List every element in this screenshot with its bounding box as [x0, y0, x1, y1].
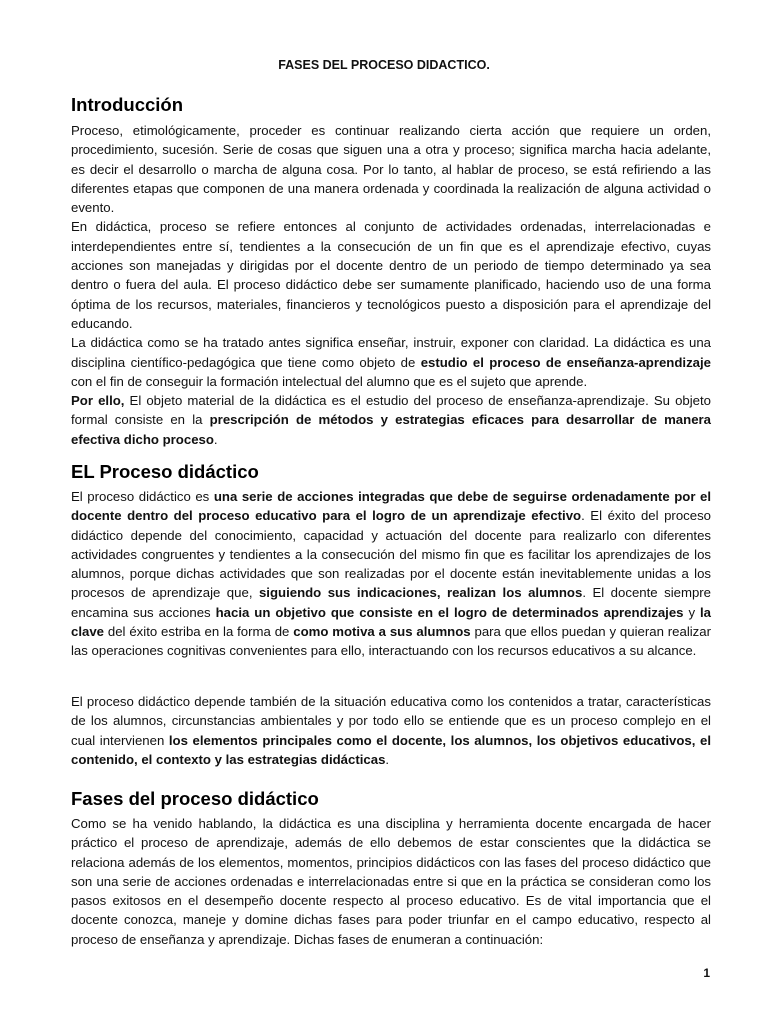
- text-run: Proceso, etimológicamente, proceder es continuar realizando cierta acción que requiere un orden, procedimiento, sucesión. Serie de cosas que siguen una a otra y proceso; significa marcha hacia adelante, es decir el desarrollo o marcha de alguna cosa. Por lo tanto, al hablar de proceso, se está refiriendo a las diferentes etapas que componen de una manera ordenada y coordinada la realización de alguna actividad o evento.: [71, 123, 711, 216]
- text-run: del éxito estriba en la forma de: [104, 624, 294, 640]
- section-heading-fases: Fases del proceso didáctico: [71, 788, 319, 809]
- paragraph: [71, 121, 711, 217]
- bold-text-run: siguiendo sus indicaciones, realizan los alumnos: [258, 585, 583, 601]
- section-body-proceso-didactico: [71, 487, 711, 661]
- text-run: El objeto material de la didáctica es el estudio del proceso de enseñanza-aprendizaje. Su objeto formal consiste en la: [71, 393, 711, 428]
- text-run: .: [385, 751, 390, 767]
- document-title: FASES DEL PROCESO DIDACTICO.: [278, 58, 490, 72]
- section-heading-introduccion: Introducción: [71, 94, 184, 115]
- bold-text-run: los elementos principales como el docente, los alumnos, los objetivos educativos, el contenido, el contexto y las estrategias didácticas: [71, 732, 711, 767]
- bold-text-run: estudio el proceso de enseñanza-aprendizaje: [420, 354, 711, 370]
- section-heading-proceso-didactico: EL Proceso didáctico: [71, 461, 259, 482]
- bold-text-run: hacia un objetivo que consiste en el logro de determinados aprendizajes: [215, 604, 684, 620]
- bold-text-run: Por ello,: [71, 393, 125, 409]
- bold-text-run: prescripción de métodos y estrategias eficaces para desarrollar de manera efectiva dicho proceso: [71, 412, 711, 447]
- paragraph: [71, 814, 711, 949]
- section-body-fases: [71, 814, 711, 949]
- paragraph: [71, 391, 711, 449]
- bold-text-run: como motiva a sus alumnos: [293, 624, 471, 640]
- bold-text-run: una serie de acciones integradas que debe de seguirse ordenadamente por el docente dentro del proceso educativo para el logro de un aprendizaje efectivo: [71, 489, 712, 524]
- section-body-introduccion: [71, 121, 711, 449]
- paragraph: [71, 692, 711, 769]
- text-run: La didáctica como se ha tratado antes significa enseñar, instruir, exponer con claridad. La didáctica es una disciplina científico-pedagógica que tiene como objeto de: [71, 335, 711, 370]
- text-run: Como se ha venido hablando, la didáctica es una disciplina y herramienta docente encargada de hacer práctico el proceso de aprendizaje, además de ello debemos de estar conscientes que la didáctica se relaciona además de los elementos, momentos, principios didácticos con las fases del proceso didáctico que son una serie de acciones ordenadas e interrelacionadas entre si que en la práctica se consideran como los pasos exitosos en el desempeño docente respecto al proceso educativo. Es de vital importancia que el docente conozca, maneje y domine dichas fases para poder triunfar en el campo educativo, respecto al proceso de enseñanza y aprendizaje. Dichas fases de enumeran a continuación:: [71, 816, 711, 947]
- text-run: y: [683, 604, 700, 620]
- text-run: En didáctica, proceso se refiere entonces al conjunto de actividades ordenadas, interrelacionadas e interdependientes entre sí, tendientes a la consecución de un fin que es el aprendizaje efectivo, cuyas acciones son manejadas y dirigidas por el docente dentro de un periodo de tiempo determinado ya sea dentro o fuera del aula. El proceso didáctico debe ser sumamente planificado, haciendo uso de una forma óptima de los recursos, materiales, financieros y tecnológicos puesto a disposición para el aprendizaje del educando.: [71, 219, 711, 331]
- text-run: El proceso didáctico es: [71, 489, 214, 504]
- paragraph: [71, 487, 711, 661]
- text-run: .: [213, 431, 218, 447]
- paragraph: [71, 333, 711, 391]
- text-run: con el fin de conseguir la formación intelectual del alumno que es el sujeto que aprende.: [71, 373, 588, 389]
- text-run: . El docente siempre encamina sus acciones: [71, 585, 711, 620]
- paragraph: [71, 217, 711, 333]
- text-run: . El éxito del proceso didáctico depende del conocimiento, capacidad y actuación del docente para realizarlo con diferentes actividades congruentes y tendientes a la consecución del mismo fin que es facilitar los aprendizajes de los alumnos, porque dichas actividades que son realizadas por el docente están inevitablemente unidas a los procesos de aprendizaje que,: [71, 508, 712, 601]
- bold-text-run: la clave: [71, 604, 711, 640]
- section-body-proceso-didactico-2: [71, 692, 711, 769]
- page-number: 1: [703, 966, 710, 980]
- text-run: El proceso didáctico depende también de la situación educativa como los contenidos a tratar, características de los alumnos, circunstancias ambientales y por todo ello se entiende que es un proceso complejo en el cual intervienen: [71, 694, 711, 748]
- text-run: para que ellos puedan y quieran realizar las operaciones cognitivas convenientes para ello, interactuando con los recursos educativos a su alcance.: [71, 624, 711, 659]
